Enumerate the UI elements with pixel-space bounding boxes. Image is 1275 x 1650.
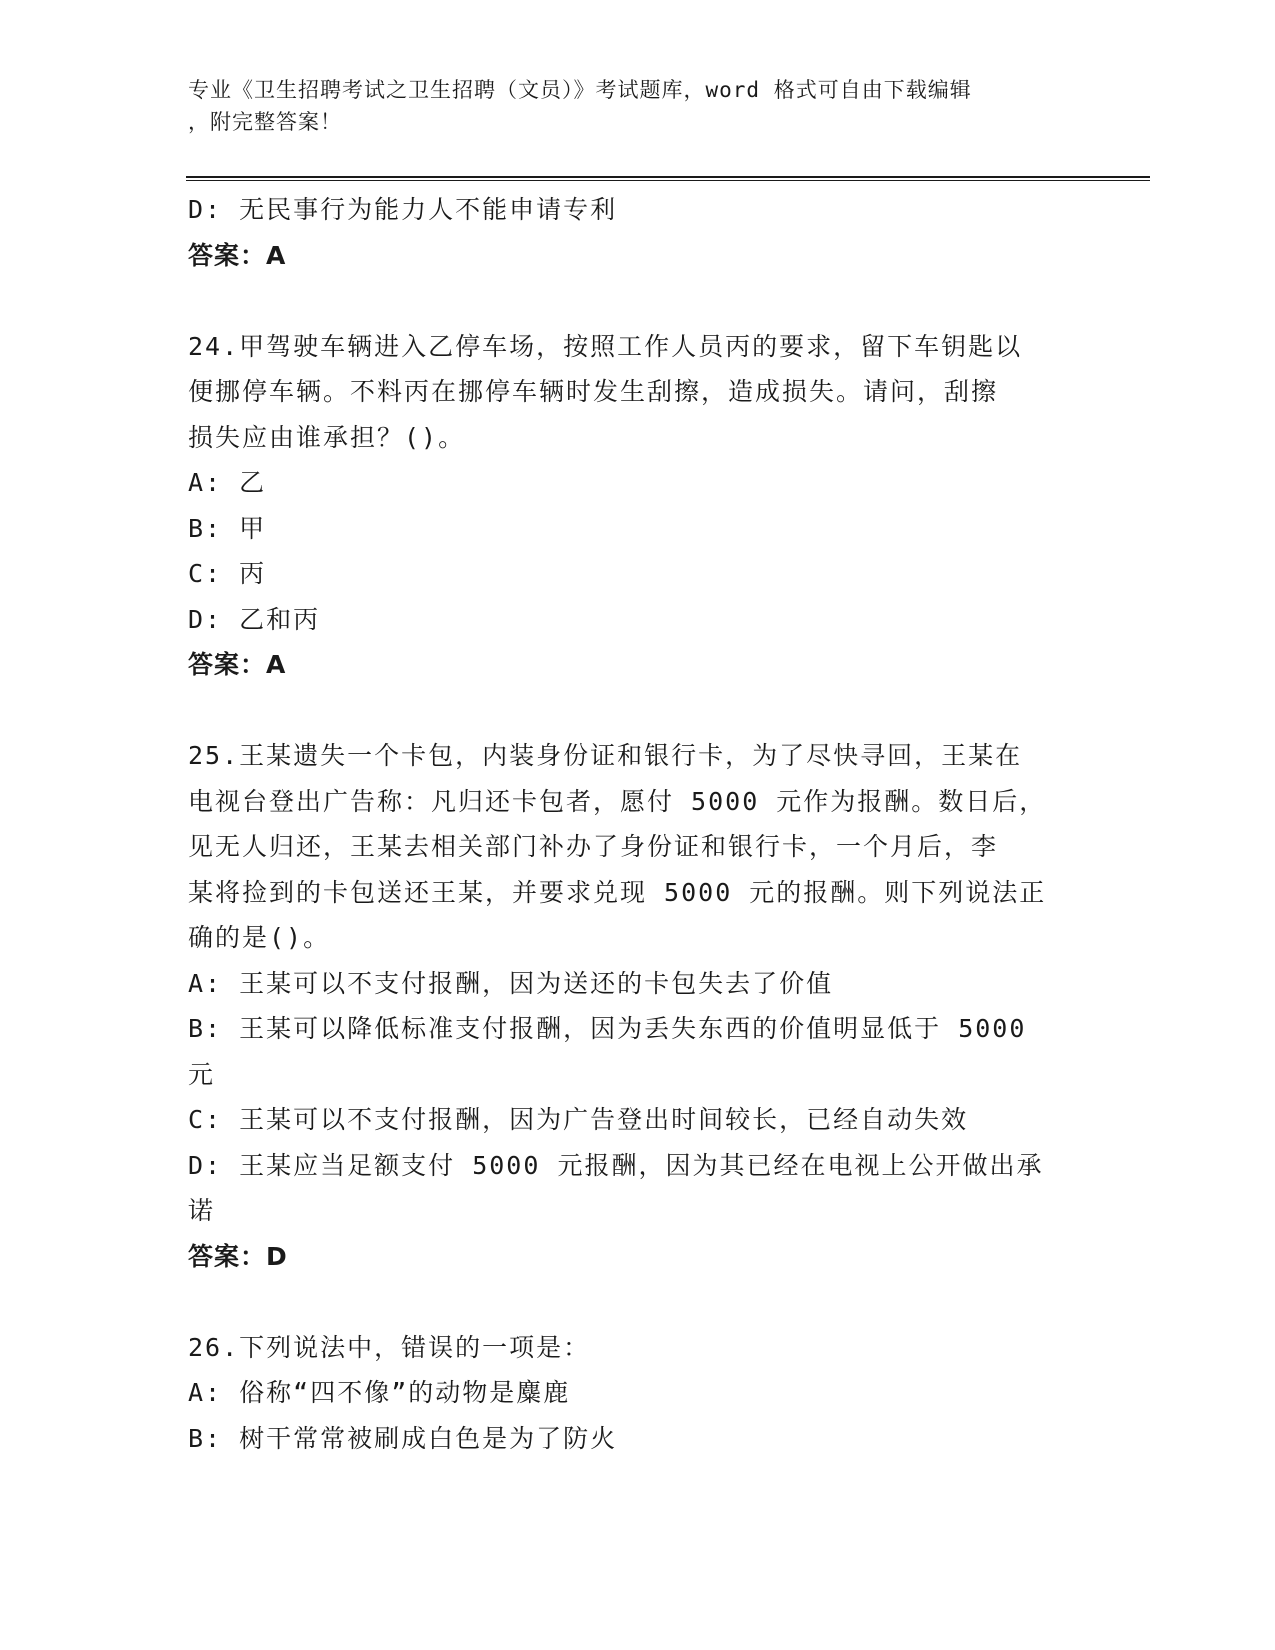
option-c: C: 王某可以不支付报酬，因为广告登出时间较长，已经自动失效 <box>188 1105 969 1134</box>
spacer <box>188 1279 1088 1325</box>
question-stem-line: 25.王某遗失一个卡包，内装身份证和银行卡，为了尽快寻回，王某在 <box>188 741 1023 770</box>
option-d: D: 无民事行为能力人不能申请专利 <box>188 195 618 224</box>
question-stem-line: 便挪停车辆。不料丙在挪停车辆时发生刮擦，造成损失。请问，刮擦 <box>188 377 999 406</box>
option-d: D: 王某应当足额支付 5000 元报酬，因为其已经在电视上公开做出承 <box>188 1150 1044 1180</box>
header-divider <box>186 176 1150 181</box>
option-c: C: 丙 <box>188 559 267 588</box>
spacer <box>188 688 1088 734</box>
question-24 <box>188 324 1088 688</box>
header-line-1: 专业《卫生招聘考试之卫生招聘（文员）》考试题库，word 格式可自由下载编辑 <box>188 78 972 102</box>
question-stem-line: 确的是()。 <box>188 923 331 952</box>
question-stem-line: 电视台登出广告称：凡归还卡包者，愿付 5000 元作为报酬。数日后， <box>188 786 1047 816</box>
answer-line: 答案：D <box>188 1241 288 1271</box>
option-a: A: 乙 <box>188 468 267 497</box>
option-b-continued: 元 <box>188 1059 216 1089</box>
question-stem-line: 24.甲驾驶车辆进入乙停车场，按照工作人员丙的要求，留下车钥匙以 <box>188 331 1023 361</box>
option-d: D: 乙和丙 <box>188 604 321 634</box>
answer-line: 答案：A <box>188 240 287 270</box>
question-stem-line: 损失应由谁承担？()。 <box>188 422 466 452</box>
question-stem-line: 见无人归还，王某去相关部门补办了身份证和银行卡，一个月后，李 <box>188 832 999 861</box>
option-b: B: 王某可以降低标准支付报酬，因为丢失东西的价值明显低于 5000 <box>188 1014 1027 1043</box>
question-25 <box>188 733 1088 1279</box>
option-a: A: 王某可以不支付报酬，因为送还的卡包失去了价值 <box>188 968 834 998</box>
option-b: B: 树干常常被刷成白色是为了防火 <box>188 1423 618 1453</box>
spacer <box>188 278 1088 324</box>
question-26 <box>188 1325 1088 1462</box>
question-stem-line: 某将捡到的卡包送还王某，并要求兑现 5000 元的报酬。则下列说法正 <box>188 877 1047 907</box>
question-content <box>188 187 1088 1461</box>
question-23-tail <box>188 187 1088 278</box>
option-d-continued: 诺 <box>188 1196 216 1225</box>
question-stem-line: 26.下列说法中，错误的一项是： <box>188 1332 591 1362</box>
option-a: A: 俗称“四不像”的动物是麋鹿 <box>188 1378 571 1407</box>
document-header <box>188 74 1068 138</box>
answer-line: 答案：A <box>188 650 287 679</box>
header-line-2: ，附完整答案！ <box>188 110 342 134</box>
option-b: B: 甲 <box>188 513 267 543</box>
